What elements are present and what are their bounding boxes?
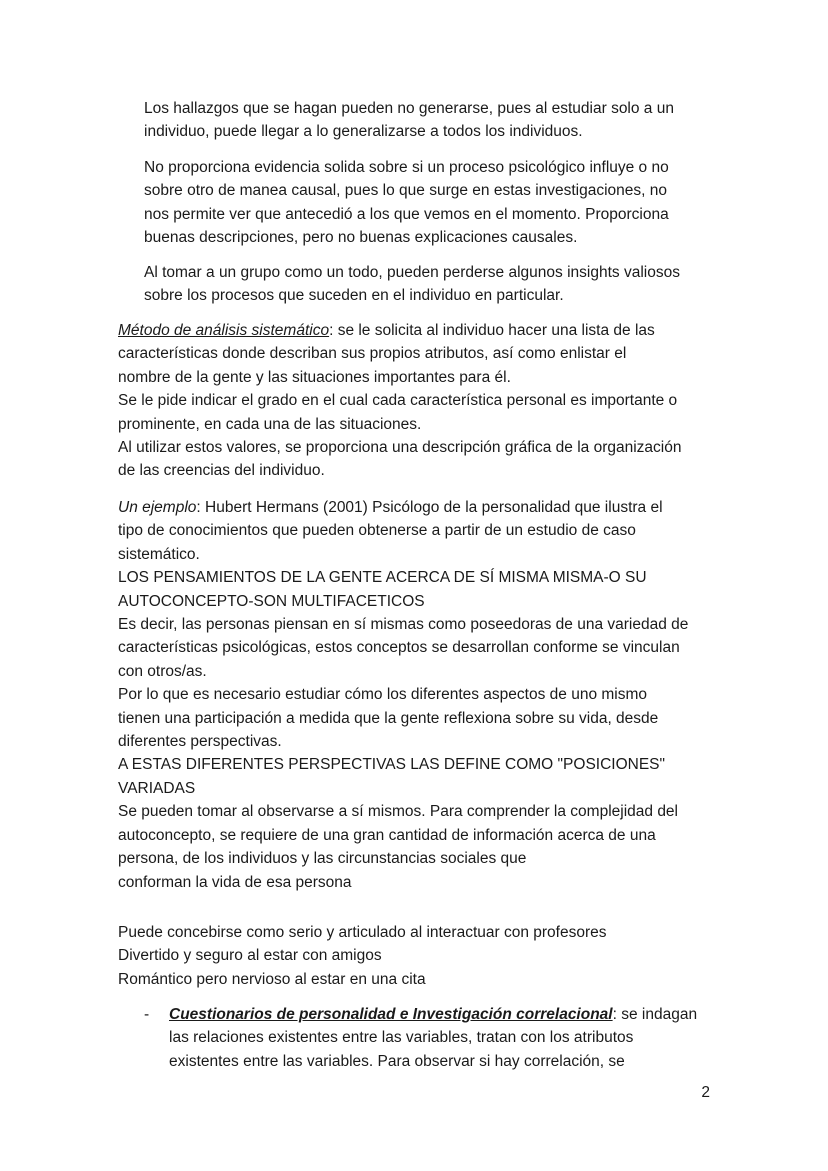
page-number: 2: [701, 1084, 710, 1101]
bullet-marker: -: [144, 1006, 150, 1023]
positions-paragraph: Puede concebirse como serio y articulado al interactuar con profesores Divertido y seguro al estar con amigos Romántico pero nervioso al estar en una cita: [118, 924, 607, 988]
example-label: Un ejemplo: [118, 499, 197, 516]
method-section: [118, 319, 718, 483]
method-label: Método de análisis sistemático: [118, 322, 330, 339]
example-text: : Hubert Hermans (2001) Psicólogo de la personalidad que ilustra el tipo de conocimientos que pueden obtenerse a partir de un estudio de caso sistemático. LOS PENSAMIENTOS DE LA GENTE ACERCA DE SÍ MISMA MISMA-O SU AUTOCONCEPTO-SON MULTIFACETICOS Es decir, las personas piensan en sí mismas como poseedoras de una variedad de características psicológicas, estos conceptos se desarrollan conforme se vinculan con otros/as. Por lo que es necesario estudiar cómo los diferentes aspectos de uno mismo tienen una participación a medida que la gente reflexiona sobre su vida, desde diferentes perspectivas. A ESTAS DIFERENTES PERSPECTIVAS LAS DEFINE COMO "POSICIONES" VARIADAS Se pueden tomar al observarse a sí mismos. Para comprender la complejidad del autoconcepto, se requiere de una gran cantidad de información acerca de una persona, de los individuos y las circunstancias sociales que conforman la vida de esa persona: [118, 499, 689, 891]
limitation-paragraph-3: Al tomar a un grupo como un todo, pueden perderse algunos insights valiosos sobre los procesos que suceden en el individuo en particular.: [144, 264, 680, 305]
bullet-label: Cuestionarios de personalidad e Investigación correlacional: [169, 1006, 613, 1023]
limitation-paragraph-2: No proporciona evidencia solida sobre si un proceso psicológico influye o no sobre otro de manea causal, pues lo que surge en estas investigaciones, no nos permite ver que antecedió a los que vemos en el momento. Proporciona buenas descripciones, pero no buenas explicaciones causales.: [144, 159, 669, 247]
bullet-item: [169, 1003, 724, 1073]
bullet-content: : se indagan las relaciones existentes entre las variables, tratan con los atributos existentes entre las variables. Para observar si hay correlación, se: [169, 1006, 698, 1070]
limitation-paragraph-1: Los hallazgos que se hagan pueden no generarse, pues al estudiar solo a un individuo, puede llegar a lo generalizarse a todos los individuos.: [144, 100, 674, 141]
method-text: : se le solicita al individuo hacer una lista de las características donde describan sus propios atributos, así como enlistar el nombre de la gente y las situaciones importantes para él. Se le pide indicar el grado en el cual cada característica personal es importante o prominente, en cada una de las situaciones. Al utilizar estos valores, se proporciona una descripción gráfica de la organización de las creencias del individuo.: [118, 322, 682, 480]
example-section: [118, 496, 718, 894]
